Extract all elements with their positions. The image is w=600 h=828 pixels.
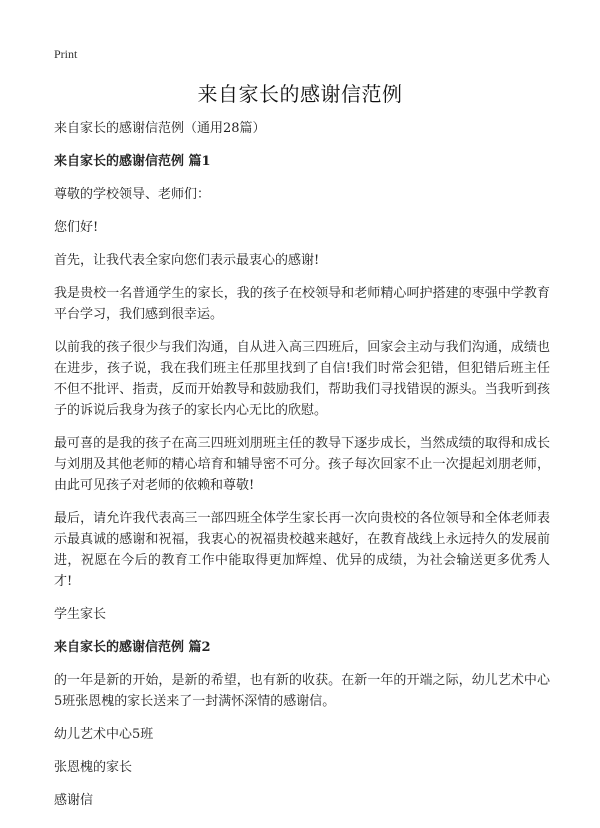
paragraph: 张恩槐的家长 — [54, 760, 133, 775]
signature: 学生家长 — [54, 607, 107, 622]
salutation: 尊敬的学校领导、老师们： — [54, 187, 211, 202]
paragraph: 首先，让我代表全家向您们表示最衷心的感谢! — [54, 253, 320, 268]
article-body — [54, 118, 550, 823]
print-link[interactable]: Print — [54, 47, 78, 61]
paragraph: 幼儿艺术中心5班 — [54, 727, 154, 742]
greeting: 您们好! — [54, 220, 99, 235]
paragraph: 的一年是新的开始，是新的希望，也有新的收获。在新一年的开端之际，幼儿艺术中心5班张恩槐的家长送来了一封满怀深情的感谢信。 — [54, 673, 550, 709]
section-heading-1: 来自家长的感谢信范例 篇1 — [54, 154, 211, 169]
paragraph: 以前我的孩子很少与我们沟通，自从进入高三四班后，回家会主动与我们沟通，成绩也在进步，孩子说，我在我们班主任那里找到了自信!我们时常会犯错，但犯错后班主任不但不批评、指责，反而开始教导和鼓励我们，帮助我们寻找错误的源头。当我听到孩子的诉说后我身为孩子的家长内心无比的欣慰。 — [54, 340, 550, 418]
paragraph: 最后，请允许我代表高三一部四班全体学生家长再一次向贵校的各位领导和全体老师表示最真诚的感谢和祝福，我衷心的祝福贵校越来越好，在教育战线上永远持久的发展前进，祝愿在今后的教育工作中能取得更加辉煌、优异的成绩，为社会输送更多优秀人才! — [54, 511, 550, 589]
paragraph: 感谢信 — [54, 793, 94, 808]
section-heading-2: 来自家长的感谢信范例 篇2 — [54, 640, 211, 655]
article-subtitle: 来自家长的感谢信范例（通用28篇） — [54, 121, 266, 136]
paragraph: 我是贵校一名普通学生的家长，我的孩子在校领导和老师精心呵护搭建的枣强中学教育平台学习，我们感到很幸运。 — [54, 286, 550, 322]
page-title: 来自家长的感谢信范例 — [197, 82, 403, 106]
paragraph: 最可喜的是我的孩子在高三四班刘朋班主任的教导下逐步成长，当然成绩的取得和成长与刘朋及其他老师的精心培育和辅导密不可分。孩子每次回家不止一次提起刘朋老师，由此可见孩子对老师的依赖和尊敬! — [54, 436, 550, 493]
